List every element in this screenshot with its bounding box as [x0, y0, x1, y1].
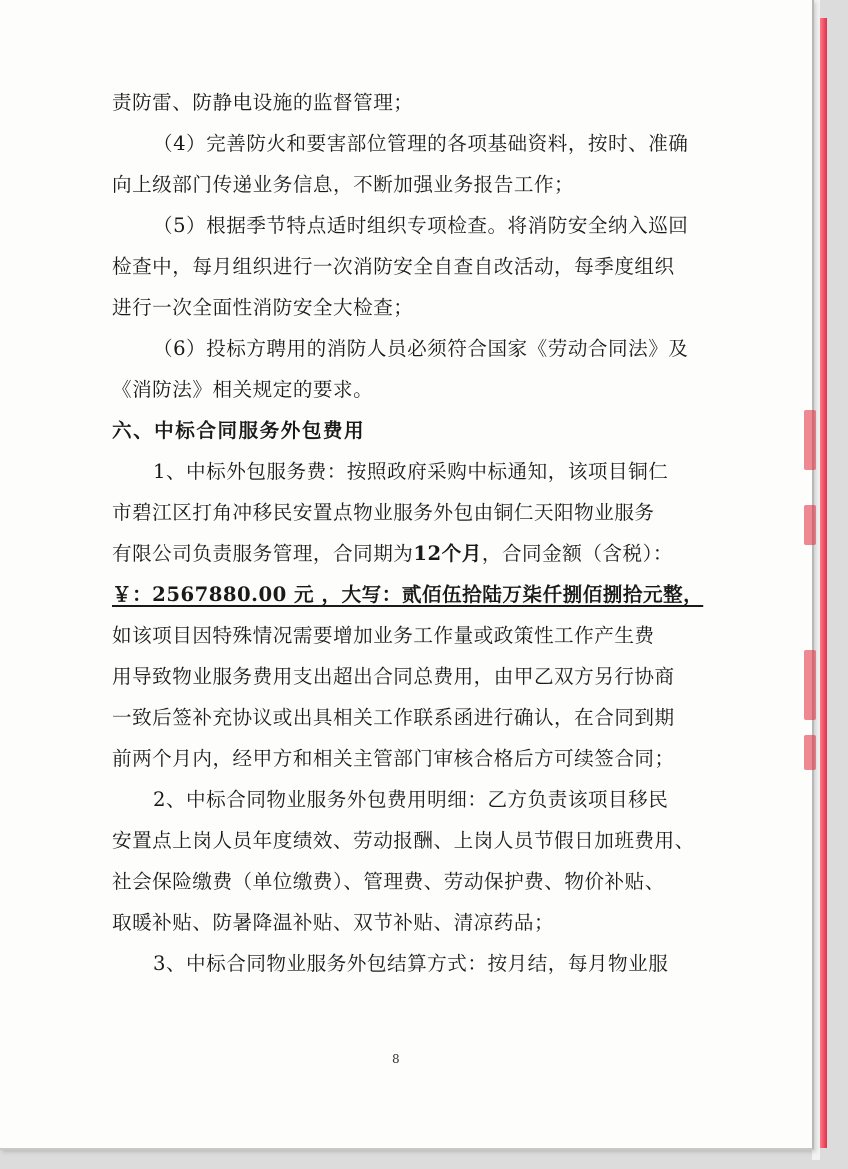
text-line: 社会保险缴费（单位缴费）、管理费、劳动保护费、物价补贴、 — [112, 870, 665, 893]
text-line: 检查中，每月组织进行一次消防安全自查自改活动，每季度组织 — [112, 255, 675, 278]
text-line — [112, 533, 702, 574]
text-fragment: ，合同金额（含税）： — [481, 542, 674, 565]
seal-stamp-fragment — [804, 505, 816, 545]
page-number: 8 — [392, 1052, 400, 1066]
text-line: 责防雷、防静电设施的监督管理； — [112, 91, 414, 114]
text-line: 取暖补贴、防暑降温补贴、双节补贴、清凉药品； — [112, 911, 555, 934]
text-line: （4）完善防火和要害部位管理的各项基础资料，按时、准确 — [153, 132, 689, 155]
text-line: （5）根据季节特点适时组织专项检查。将消防安全纳入巡回 — [153, 214, 689, 237]
contract-period: 12个月 — [413, 542, 482, 565]
text-line: 1、中标外包服务费：按照政府采购中标通知，该项目铜仁 — [153, 460, 669, 483]
seal-stamp-fragment — [804, 650, 816, 720]
text-line: 前两个月内，经甲方和相关主管部门审核合格后方可续签合同； — [112, 747, 675, 770]
seal-stamp-fragment — [804, 735, 816, 770]
text-line: 3、中标合同物业服务外包结算方式：按月结，每月物业服 — [153, 952, 669, 975]
text-line: 用导致物业服务费用支出超出合同总费用，由甲乙双方另行协商 — [112, 665, 675, 688]
text-line: （6）投标方聘用的消防人员必须符合国家《劳动合同法》及 — [153, 337, 689, 360]
text-line: 如该项目因特殊情况需要增加业务工作量或政策性工作产生费 — [112, 624, 655, 647]
red-cover-edge — [820, 18, 827, 1148]
text-line: 进行一次全面性消防安全大检查； — [112, 296, 414, 319]
text-line: 《消防法》相关规定的要求。 — [112, 378, 374, 401]
contract-amount: ￥：2567880.00 元 ，大写：贰佰伍拾陆万柒仟捌佰捌拾元整， — [112, 583, 704, 606]
document-body — [112, 82, 702, 984]
text-line: 安置点上岗人员年度绩效、劳动报酬、上岗人员节假日加班费用、 — [112, 829, 695, 852]
text-line: 向上级部门传递业务信息，不断加强业务报告工作； — [112, 173, 575, 196]
section-heading: 六、中标合同服务外包费用 — [112, 419, 366, 442]
text-line: 市碧江区打角冲移民安置点物业服务外包由铜仁天阳物业服务 — [112, 501, 655, 524]
text-line: 一致后签补充协议或出具相关工作联系函进行确认，在合同到期 — [112, 706, 675, 729]
text-line: 2、中标合同物业服务外包费用明细：乙方负责该项目移民 — [153, 788, 669, 811]
text-fragment: 有限公司负责服务管理，合同期为 — [112, 542, 414, 565]
seal-stamp-fragment — [804, 410, 816, 470]
